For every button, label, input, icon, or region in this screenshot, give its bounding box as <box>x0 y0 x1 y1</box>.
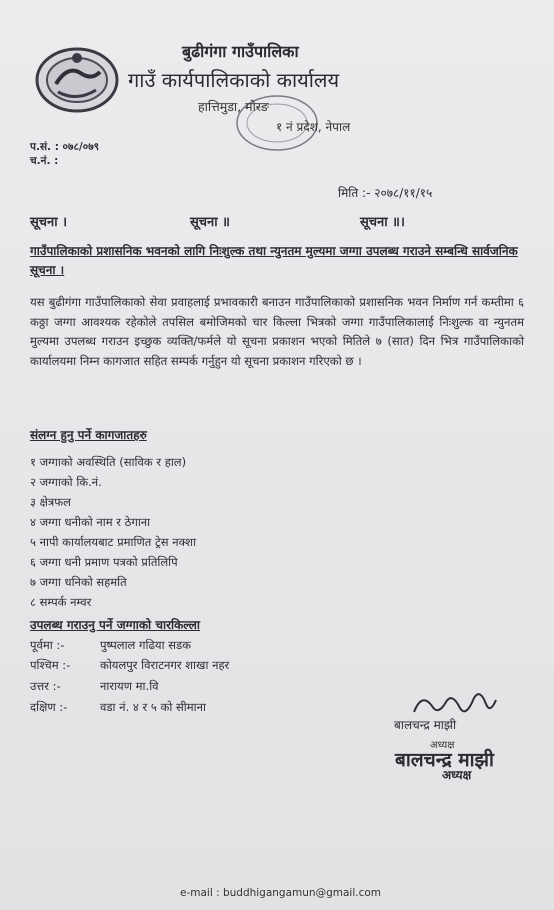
notice-subject: गाउँपालिकाको प्रशासनिक भवनको लागि निःशुल्क तथा न्युनतम मुल्यमा जग्गा उपलब्ध गराउने सम्बन्धि सार्वजनिक सूचना । <box>30 244 518 277</box>
document-item: १ जग्गाको अवस्थिति (साविक र हाल) <box>30 455 187 469</box>
province-country: १ नं प्रदेश, नेपाल <box>276 120 351 134</box>
document-item: ७ जग्गा धनिको सहमति <box>30 575 127 589</box>
boundary-value: नारायण मा.वि <box>100 679 159 693</box>
boundary-direction: दक्षिण :- <box>30 700 68 714</box>
document-item: ५ नापी कार्यालयबाट प्रमाणित ट्रेस नक्शा <box>30 535 197 549</box>
notice-label-3: सूचना ॥। <box>360 215 405 230</box>
notice-label-1: सूचना । <box>30 215 68 230</box>
stamp-designation: अध्यक्ष <box>442 768 472 782</box>
documents-heading: संलग्न हुनु पर्ने कागजातहरु <box>30 428 147 442</box>
office-name: गाउँ कार्यपालिकाको कार्यालय <box>128 68 340 92</box>
stamp-name: बालचन्द्र माझी <box>395 749 494 771</box>
document-item: ४ जग्गा धनीको नाम र ठेगाना <box>30 515 151 529</box>
notice-body: यस बुढीगंगा गाउँपालिकाको सेवा प्रवाहलाई प्रभावकारी बनाउन गाउँपालिकाको प्रशासनिक भवन निर्माण गर्न कम्तीमा ६ कठ्ठा जग्गा आवश्यक रहेकोले तपसिल बमोजिमको चार किल्ला भित्रको जग्गा गाउँपालिकालाई निःशुल्क वा न्युनतम मुल्यमा उपलब्ध गराउन इच्छुक व्यक्ति/फर्मले यो सूचना प्रकाशन भएको मितिले ७ (सात) दिन भित्र गाउँपालिकाको कार्यालयमा निम्न कागजात सहित सम्पर्क गर्नुहुन यो सूचना प्रकाशन गरिएको छ । <box>30 295 524 368</box>
nepal-emblem-logo <box>34 44 120 114</box>
document-item: ३ क्षेत्रफल <box>30 495 71 509</box>
boundary-direction: पश्चिम :- <box>30 658 71 672</box>
stamp-designation-top: अध्यक्ष <box>430 740 455 751</box>
letter-date: मिति :- २०७८/११/१५ <box>338 186 433 200</box>
document-item: २ जग्गाको कि.नं. <box>30 475 102 489</box>
dispatch-number: च.नं. : <box>30 155 59 167</box>
document-item: ८ सम्पर्क नम्वर <box>30 595 92 609</box>
signatory-name: बालचन्द्र माझी <box>394 718 457 732</box>
municipality-name: बुढीगंगा गाउँपालिका <box>182 42 299 61</box>
document-item: ६ जग्गा धनी प्रमाण पत्रको प्रतिलिपि <box>30 555 178 569</box>
letter-reference-number: प.सं. : ०७८/०७९ <box>30 141 100 153</box>
boundary-value: कोयलपुर विराटनगर शाखा नहर <box>100 658 230 672</box>
boundary-direction: पूर्वमा :- <box>30 638 65 652</box>
boundary-direction: उत्तर :- <box>30 679 61 693</box>
footer-email: e-mail : buddhigangamun@gmail.com <box>180 887 381 899</box>
boundary-heading: उपलब्ध गराउनु पर्ने जग्गाको चारकिल्ला <box>30 618 200 632</box>
office-address: हात्तिमुडा, मोरङ <box>198 99 269 114</box>
boundary-value: पुष्पलाल गढिया सडक <box>100 638 191 652</box>
boundary-value: वडा नं. ४ र ५ को सीमाना <box>100 700 206 714</box>
notice-label-2: सूचना ॥ <box>190 215 230 230</box>
